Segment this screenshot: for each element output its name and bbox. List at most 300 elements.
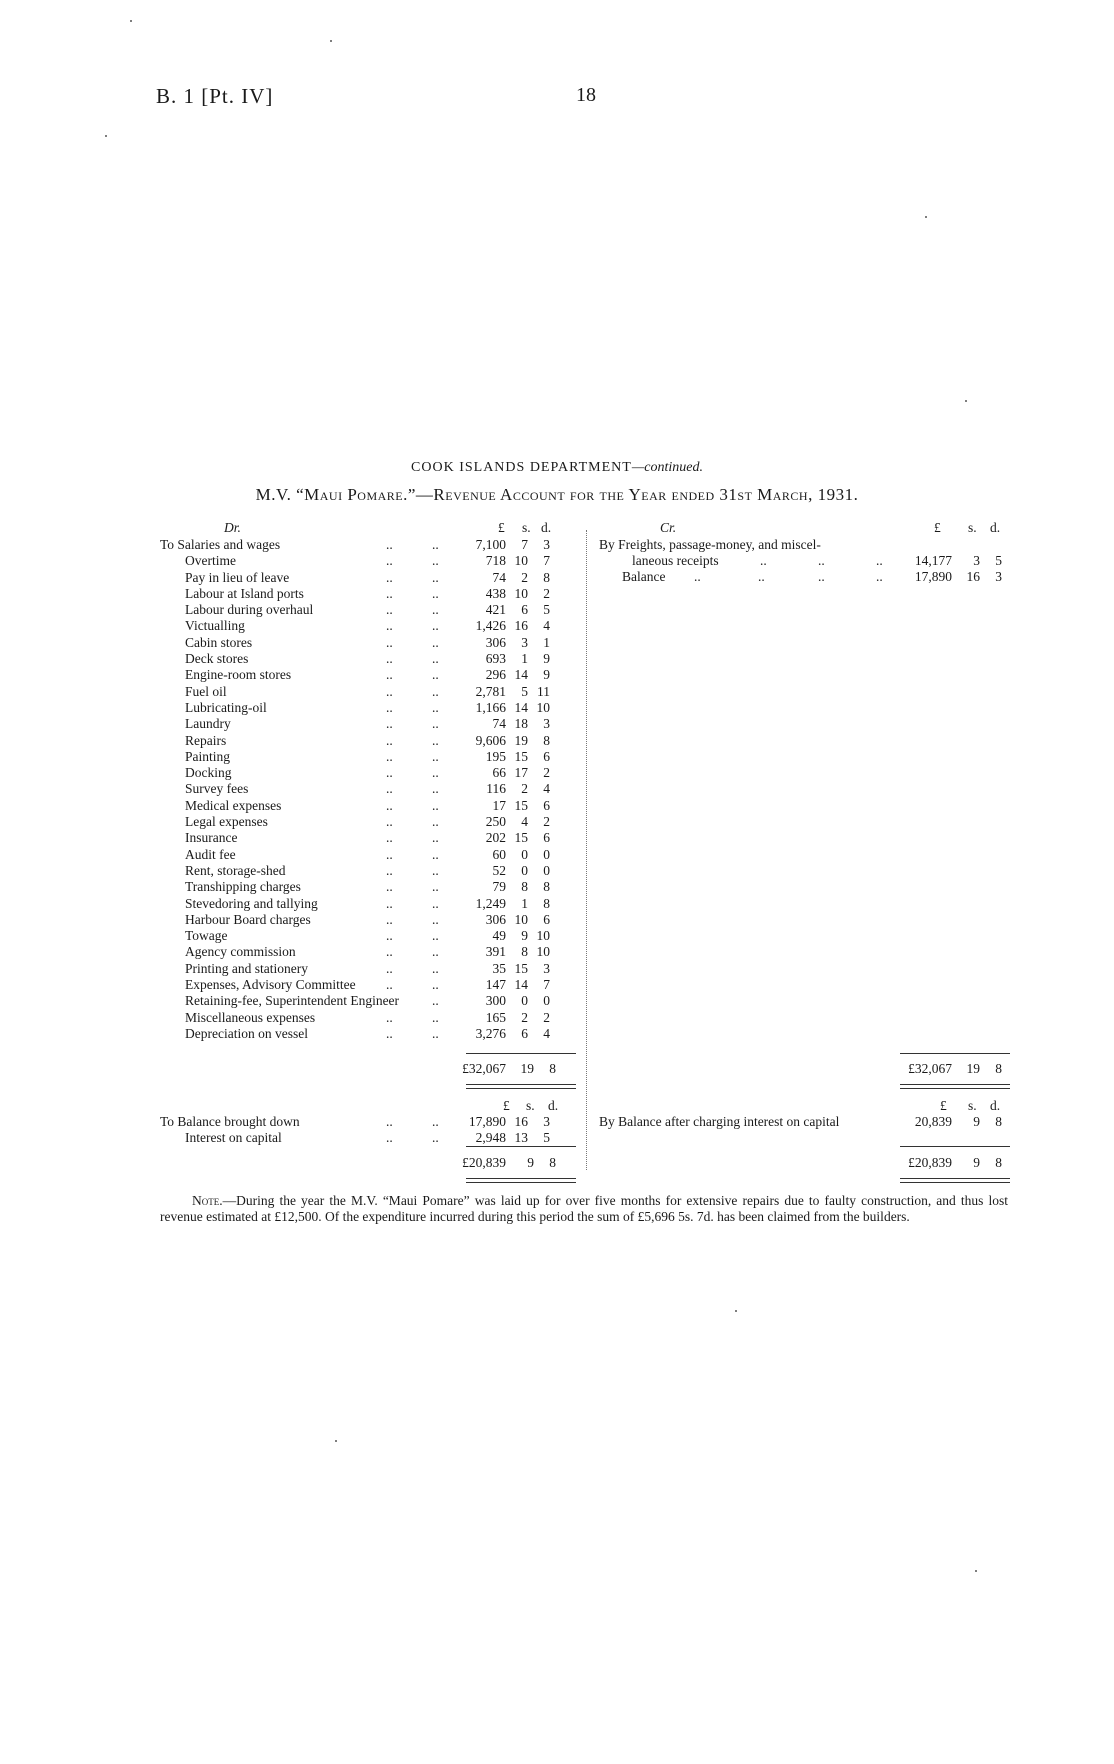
ledger-row-pence: 8 (543, 879, 550, 895)
ledger-row-label: Labour during overhaul (185, 602, 314, 618)
ledger-row (160, 814, 575, 830)
leader-dots: .. (386, 748, 393, 764)
debit-total (450, 1061, 580, 1077)
leader-dots: .. (386, 569, 393, 585)
ledger-row-pence: 4 (543, 618, 550, 634)
debit-total-pence: 8 (549, 1061, 556, 1076)
credit-balance-total-pence: 8 (995, 1155, 1002, 1170)
ledger-row-label: Medical expenses (185, 797, 282, 813)
ledger-row-pence: 3 (543, 960, 550, 976)
leader-dots: .. (386, 716, 393, 732)
credit-balance-col-pounds: £ (940, 1098, 947, 1113)
ledger-row-label: Harbour Board charges (185, 911, 311, 927)
debit-double-rule (466, 1084, 576, 1089)
credit-freights-pounds: 14,177 (914, 553, 952, 568)
ledger-row-pence: 3 (543, 716, 550, 732)
ledger-row-label: Lubricating-oil (185, 699, 267, 715)
ledger-row-label: Survey fees (185, 781, 249, 797)
credit-col-shillings: s. (968, 520, 977, 535)
ledger-row (160, 635, 575, 651)
ledger-row-pounds: 1,166 (475, 699, 506, 715)
ledger-row-pence: 8 (543, 732, 550, 748)
ledger-row-label: Towage (185, 928, 228, 944)
ledger-row-pounds: 421 (485, 602, 506, 618)
ledger-row (160, 961, 575, 977)
ledger-row-label: Miscellaneous expenses (185, 1009, 316, 1025)
ledger-row-shillings: 2 (521, 781, 528, 797)
credit-balance-rule-top (900, 1146, 1010, 1147)
leader-dots: .. (386, 977, 393, 993)
ledger-row-pounds: 1,426 (475, 618, 506, 634)
leader-dots: .. (432, 634, 439, 650)
credit-freights-shillings: 3 (973, 553, 980, 568)
ledger-row-pounds: 1,249 (475, 895, 506, 911)
page-number: 18 (576, 84, 596, 106)
ledger-row-pence: 6 (543, 830, 550, 846)
ledger-row-pounds: 202 (485, 830, 506, 846)
ledger-row-pence: 7 (543, 977, 550, 993)
ledger-row-pounds: 306 (485, 634, 506, 650)
credit-rule-top (900, 1053, 1010, 1054)
leader-dots: .. (432, 830, 439, 846)
ledger-row-label: Interest on capital (185, 1130, 282, 1146)
ledger-row-pence: 11 (537, 683, 550, 699)
ledger-row-shillings: 15 (514, 797, 528, 813)
leader-dots: .. (386, 537, 393, 552)
ledger-row (160, 830, 575, 846)
ledger-row-label: Cabin stores (185, 634, 253, 650)
credit-balance-label: Balance (622, 569, 666, 584)
ledger-row-label: Deck stores (185, 651, 249, 667)
ledger-row (160, 733, 575, 749)
ledger-row (160, 977, 575, 993)
ledger-row-pounds: 3,276 (475, 1025, 506, 1041)
leader-dots: .. (432, 618, 439, 634)
ledger-row-pence: 7 (543, 553, 550, 569)
credit-after-interest-amount (896, 1114, 1016, 1130)
debit-rows (160, 537, 575, 1042)
leader-dots: .. (432, 960, 439, 976)
credit-balance-shillings: 16 (966, 569, 980, 584)
debit-balance-double-rule (466, 1178, 576, 1183)
ledger-row (160, 602, 575, 618)
ledger-row-label: Fuel oil (185, 683, 227, 699)
scan-speck (330, 40, 332, 42)
ledger-row-pence: 10 (536, 699, 550, 715)
ledger-row-shillings: 17 (514, 765, 528, 781)
ledger-row (160, 1010, 575, 1026)
credit-after-interest-pounds: 20,839 (914, 1114, 952, 1129)
ledger-row-shillings: 5 (521, 683, 528, 699)
scan-speck (335, 1440, 337, 1442)
ledger-row-pounds: 2,948 (475, 1130, 506, 1146)
leader-dots: .. (386, 765, 393, 781)
leader-dots: .. (386, 944, 393, 960)
leader-dots: .. (432, 797, 439, 813)
leader-dots: .. (432, 1130, 439, 1146)
leader-dots: .. (432, 846, 439, 862)
leader-dots: .. (386, 814, 393, 830)
leader-dots: .. (432, 977, 439, 993)
ledger-row-label: Repairs (185, 732, 227, 748)
debit-balance-rows (160, 1114, 575, 1147)
leader-dots: .. (386, 960, 393, 976)
ledger-row-label: Agency commission (185, 944, 296, 960)
leader-dots: .. (432, 1009, 439, 1025)
ledger-row (160, 781, 575, 797)
leader-dots: .. (386, 879, 393, 895)
debit-balance-total-pence: 8 (549, 1155, 556, 1170)
credit-balance-line: Balance .. .. .. .. (622, 569, 883, 584)
ledger-row-pounds: 79 (492, 879, 506, 895)
leader-dots: .. (386, 732, 393, 748)
ledger-row-shillings: 15 (514, 748, 528, 764)
credit-balance-total-shillings: 9 (973, 1155, 980, 1170)
credit-col-pounds: £ (934, 520, 941, 535)
ledger-row (160, 798, 575, 814)
credit-balance-pounds: 17,890 (914, 569, 952, 584)
leader-dots: .. (386, 846, 393, 862)
ledger-row-pounds: 17 (492, 797, 506, 813)
credit-after-interest-shillings: 9 (973, 1114, 980, 1129)
ledger-row (160, 863, 575, 879)
ledger-row-shillings: 15 (514, 960, 528, 976)
ledger-row-shillings: 0 (521, 993, 528, 1009)
debit-total-shillings: 19 (520, 1061, 534, 1076)
ledger-row (160, 618, 575, 634)
credit-balance-total (896, 1155, 1016, 1171)
leader-dots: .. (386, 1130, 393, 1146)
ledger-row-pounds: 116 (486, 781, 506, 797)
ledger-row (160, 667, 575, 683)
scan-speck (925, 216, 927, 218)
ledger-row-label: Depreciation on vessel (185, 1025, 308, 1041)
debit-heading: Dr. (224, 520, 241, 535)
debit-balance-total (450, 1155, 580, 1171)
ledger-row-shillings: 8 (521, 944, 528, 960)
leader-dots: .. (432, 993, 439, 1009)
ledger-row-pence: 2 (543, 585, 550, 601)
ledger-row-label: To Balance brought down (160, 1114, 300, 1129)
credit-balance-col-pence: d. (990, 1098, 1001, 1113)
leader-dots: .. (432, 553, 439, 569)
ledger-row (160, 912, 575, 928)
leader-dots: .. (386, 1114, 393, 1129)
leader-dots: .. (432, 895, 439, 911)
ledger-row-shillings: 8 (521, 879, 528, 895)
ledger-row-shillings: 1 (521, 895, 528, 911)
ledger-row-label: Stevedoring and tallying (185, 895, 318, 911)
department-heading (0, 460, 1114, 476)
credit-after-interest-pence: 8 (995, 1114, 1002, 1129)
credit-total-pence: 8 (995, 1061, 1002, 1076)
ledger-row-shillings: 15 (514, 830, 528, 846)
ledger-row-pounds: 147 (485, 977, 506, 993)
leader-dots: .. (432, 911, 439, 927)
scan-speck (105, 135, 107, 137)
credit-heading: Cr. (660, 520, 677, 535)
leader-dots: .. (432, 748, 439, 764)
ledger-row-pence: 0 (543, 862, 550, 878)
ledger-row-pence: 10 (536, 928, 550, 944)
ledger-row-pounds: 2,781 (475, 683, 506, 699)
ledger-row-shillings: 13 (514, 1130, 528, 1146)
ledger-row-label: Insurance (185, 830, 238, 846)
ledger-row-pounds: 35 (492, 960, 506, 976)
leader-dots: .. (432, 699, 439, 715)
credit-freights-pence: 5 (995, 553, 1002, 568)
ledger-row-label: Painting (185, 748, 231, 764)
debit-rule-top (466, 1053, 576, 1054)
debit-col-pounds: £ (498, 520, 505, 535)
ledger-row (160, 651, 575, 667)
credit-balance-pence: 3 (995, 569, 1002, 584)
leader-dots: .. (386, 830, 393, 846)
ledger-row (160, 847, 575, 863)
leader-dots: .. (386, 651, 393, 667)
ledger-row-pence: 5 (543, 1130, 550, 1146)
ledger-row-pounds: 74 (492, 716, 506, 732)
ledger-row (160, 928, 575, 944)
credit-freights-line2: laneous receipts .. .. .. (632, 553, 883, 568)
ledger-row-label: Legal expenses (185, 814, 268, 830)
ledger-row-pounds: 9,606 (475, 732, 506, 748)
leader-dots: .. (432, 1025, 439, 1041)
ledger-row-label: To Salaries and wages (160, 537, 281, 552)
ledger-row-label: Laundry (185, 716, 231, 732)
debit-balance-total-shillings: 9 (527, 1155, 534, 1170)
ledger-row-shillings: 14 (514, 667, 528, 683)
leader-dots: .. (432, 602, 439, 618)
ledger-row-pence: 0 (543, 993, 550, 1009)
leader-dots: .. (432, 879, 439, 895)
ledger-row-pounds: 718 (485, 553, 506, 569)
ledger-row-shillings: 2 (521, 1009, 528, 1025)
leader-dots: .. (432, 781, 439, 797)
ledger-row-pence: 9 (543, 651, 550, 667)
ledger-row (160, 586, 575, 602)
ledger-row-pounds: 52 (492, 862, 506, 878)
leader-dots: .. (386, 667, 393, 683)
credit-total (896, 1061, 1016, 1077)
ledger-row-pence: 3 (543, 537, 550, 552)
section-reference: B. 1 [Pt. IV] (156, 84, 274, 108)
leader-dots: .. (386, 699, 393, 715)
ledger-row-pence: 4 (543, 781, 550, 797)
ledger-row-shillings: 6 (521, 1025, 528, 1041)
leader-dots: .. (386, 895, 393, 911)
ledger-row-shillings: 9 (521, 928, 528, 944)
ledger-row-label: Victualling (185, 618, 245, 634)
leader-dots: .. (386, 585, 393, 601)
debit-balance-col-pounds: £ (503, 1098, 510, 1113)
ledger-row (160, 749, 575, 765)
ledger-row-pence: 4 (543, 1025, 550, 1041)
ledger-row (160, 896, 575, 912)
ledger-row-pence: 3 (543, 1114, 550, 1129)
credit-double-rule (900, 1084, 1010, 1089)
ledger-row-shillings: 14 (514, 699, 528, 715)
ledger-row-pounds: 66 (492, 765, 506, 781)
ledger-row-pounds: 296 (485, 667, 506, 683)
ledger-row-label: Overtime (185, 553, 236, 569)
ledger-row-label: Rent, storage-shed (185, 862, 286, 878)
scan-speck (975, 1570, 977, 1572)
leader-dots: .. (432, 569, 439, 585)
ledger-row-shillings: 1 (521, 651, 528, 667)
ledger-row (160, 993, 575, 1009)
ledger-row (160, 1114, 575, 1130)
leader-dots: .. (386, 634, 393, 650)
debit-balance-col-shillings: s. (526, 1098, 535, 1113)
leader-dots: .. (432, 1114, 439, 1129)
ledger-row-shillings: 10 (514, 585, 528, 601)
credit-col-pence: d. (990, 520, 1001, 535)
leader-dots: .. (432, 732, 439, 748)
ledger-row-label: Pay in lieu of leave (185, 569, 290, 585)
footnote-lead: Note. (192, 1193, 223, 1208)
ledger-row-pence: 8 (543, 895, 550, 911)
ledger-row-shillings: 3 (521, 634, 528, 650)
ledger-row-pence: 1 (543, 634, 550, 650)
debit-balance-total-pounds: £20,839 (462, 1155, 506, 1170)
ledger-row-pence: 8 (543, 569, 550, 585)
leader-dots: .. (432, 683, 439, 699)
debit-balance-col-pence: d. (548, 1098, 559, 1113)
credit-freights-line1: By Freights, passage-money, and miscel- (599, 537, 821, 552)
ledger-row-pence: 5 (543, 602, 550, 618)
leader-dots: .. (432, 944, 439, 960)
ledger-row-pence: 2 (543, 814, 550, 830)
credit-balance-double-rule (900, 1178, 1010, 1183)
ledger-row (160, 944, 575, 960)
scan-speck (735, 1310, 737, 1312)
scan-speck (130, 20, 132, 22)
ledger-row-shillings: 2 (521, 569, 528, 585)
leader-dots: .. (432, 928, 439, 944)
ledger-row-pounds: 300 (485, 993, 506, 1009)
ledger-row-label: Audit fee (185, 846, 236, 862)
leader-dots: .. (386, 928, 393, 944)
ledger-row-shillings: 10 (514, 911, 528, 927)
ledger-row-shillings: 0 (521, 846, 528, 862)
ledger-row (160, 1026, 575, 1042)
ledger-row (160, 570, 575, 586)
ledger-row-pounds: 49 (492, 928, 506, 944)
ledger-row-pence: 6 (543, 911, 550, 927)
ledger-row-label: Transhipping charges (185, 879, 301, 895)
leader-dots: .. (386, 1025, 393, 1041)
ledger-row-pence: 10 (536, 944, 550, 960)
ledger-row-shillings: 4 (521, 814, 528, 830)
leader-dots: .. (432, 814, 439, 830)
leader-dots: .. (386, 553, 393, 569)
debit-total-pounds: £32,067 (462, 1061, 506, 1076)
ledger-row-label: Engine-room stores (185, 667, 292, 683)
ledger-row-shillings: 7 (521, 537, 528, 552)
ledger-row-pounds: 165 (485, 1009, 506, 1025)
ledger-row-shillings: 6 (521, 602, 528, 618)
debit-col-shillings: s. (522, 520, 531, 535)
credit-freights-amount (896, 553, 1016, 569)
credit-after-interest-label: By Balance after charging interest on capital (599, 1114, 840, 1129)
leader-dots: .. (386, 911, 393, 927)
ledger-row (160, 553, 575, 569)
leader-dots: .. (386, 1009, 393, 1025)
ledger-row-pence: 2 (543, 765, 550, 781)
leader-dots: .. (386, 683, 393, 699)
ledger-row-pence: 2 (543, 1009, 550, 1025)
ledger-row-shillings: 10 (514, 553, 528, 569)
leader-dots: .. (386, 862, 393, 878)
credit-freights-label: laneous receipts (632, 553, 719, 568)
ledger-row-pounds: 250 (485, 814, 506, 830)
ledger-row-shillings: 14 (514, 977, 528, 993)
footnote-text: —During the year the M.V. “Maui Pomare” was laid up for over five months for extensive repairs due to faulty construction, and thus lost revenue estimated at £12,500. Of the expenditure incurred during this period the sum of £5,696 5s. 7d. has been claimed from the builders. (160, 1193, 1008, 1224)
ledger-row-label: Printing and stationery (185, 960, 308, 976)
ledger-row (160, 879, 575, 895)
ledger-row-pounds: 195 (485, 748, 506, 764)
ledger-row-label: Expenses, Advisory Committee (185, 977, 356, 993)
ledger-row-pence: 6 (543, 748, 550, 764)
ledger-row-pounds: 438 (485, 585, 506, 601)
debit-col-pence: d. (541, 520, 552, 535)
ledger-row-pounds: 74 (492, 569, 506, 585)
leader-dots: .. (386, 797, 393, 813)
ledger-row-pounds: 391 (485, 944, 506, 960)
ledger-row-shillings: 19 (514, 732, 528, 748)
credit-balance-total-pounds: £20,839 (908, 1155, 952, 1170)
credit-balance-col-shillings: s. (968, 1098, 977, 1113)
ledger-row-shillings: 18 (514, 716, 528, 732)
leader-dots: .. (432, 667, 439, 683)
leader-dots: .. (432, 862, 439, 878)
column-divider (586, 530, 587, 1170)
ledger-row-pounds: 693 (485, 651, 506, 667)
ledger-row-shillings: 16 (514, 1114, 528, 1129)
ledger-row-pence: 9 (543, 667, 550, 683)
leader-dots: .. (432, 537, 439, 552)
ledger-row-shillings: 0 (521, 862, 528, 878)
account-title: M.V. “Maui Pomare.”—Revenue Account for the Year ended 31st March, 1931. (255, 485, 859, 504)
ledger-row-label: Labour at Island ports (185, 585, 304, 601)
ledger-row-label: Docking (185, 765, 232, 781)
ledger-row-pence: 0 (543, 846, 550, 862)
leader-dots: .. (432, 585, 439, 601)
leader-dots: .. (386, 602, 393, 618)
credit-balance-amount (896, 569, 1016, 585)
leader-dots: .. (432, 651, 439, 667)
debit-balance-rule-top (466, 1146, 576, 1147)
department-suffix: —continued. (631, 460, 703, 475)
credit-total-pounds: £32,067 (908, 1061, 952, 1076)
ledger-row-shillings: 16 (514, 618, 528, 634)
ledger-row (160, 537, 575, 553)
leader-dots: .. (386, 781, 393, 797)
ledger-row (160, 716, 575, 732)
leader-dots: .. (432, 765, 439, 781)
ledger-row (160, 700, 575, 716)
ledger-row-pence: 6 (543, 797, 550, 813)
ledger-row-label: Retaining-fee, Superintendent Engineer (185, 993, 400, 1009)
footnote (160, 1193, 1008, 1225)
ledger-row-pounds: 7,100 (475, 537, 506, 552)
ledger-row (160, 684, 575, 700)
ledger-row (160, 1130, 575, 1146)
ledger-row-pounds: 60 (492, 846, 506, 862)
ledger-row-pounds: 306 (485, 911, 506, 927)
leader-dots: .. (386, 618, 393, 634)
